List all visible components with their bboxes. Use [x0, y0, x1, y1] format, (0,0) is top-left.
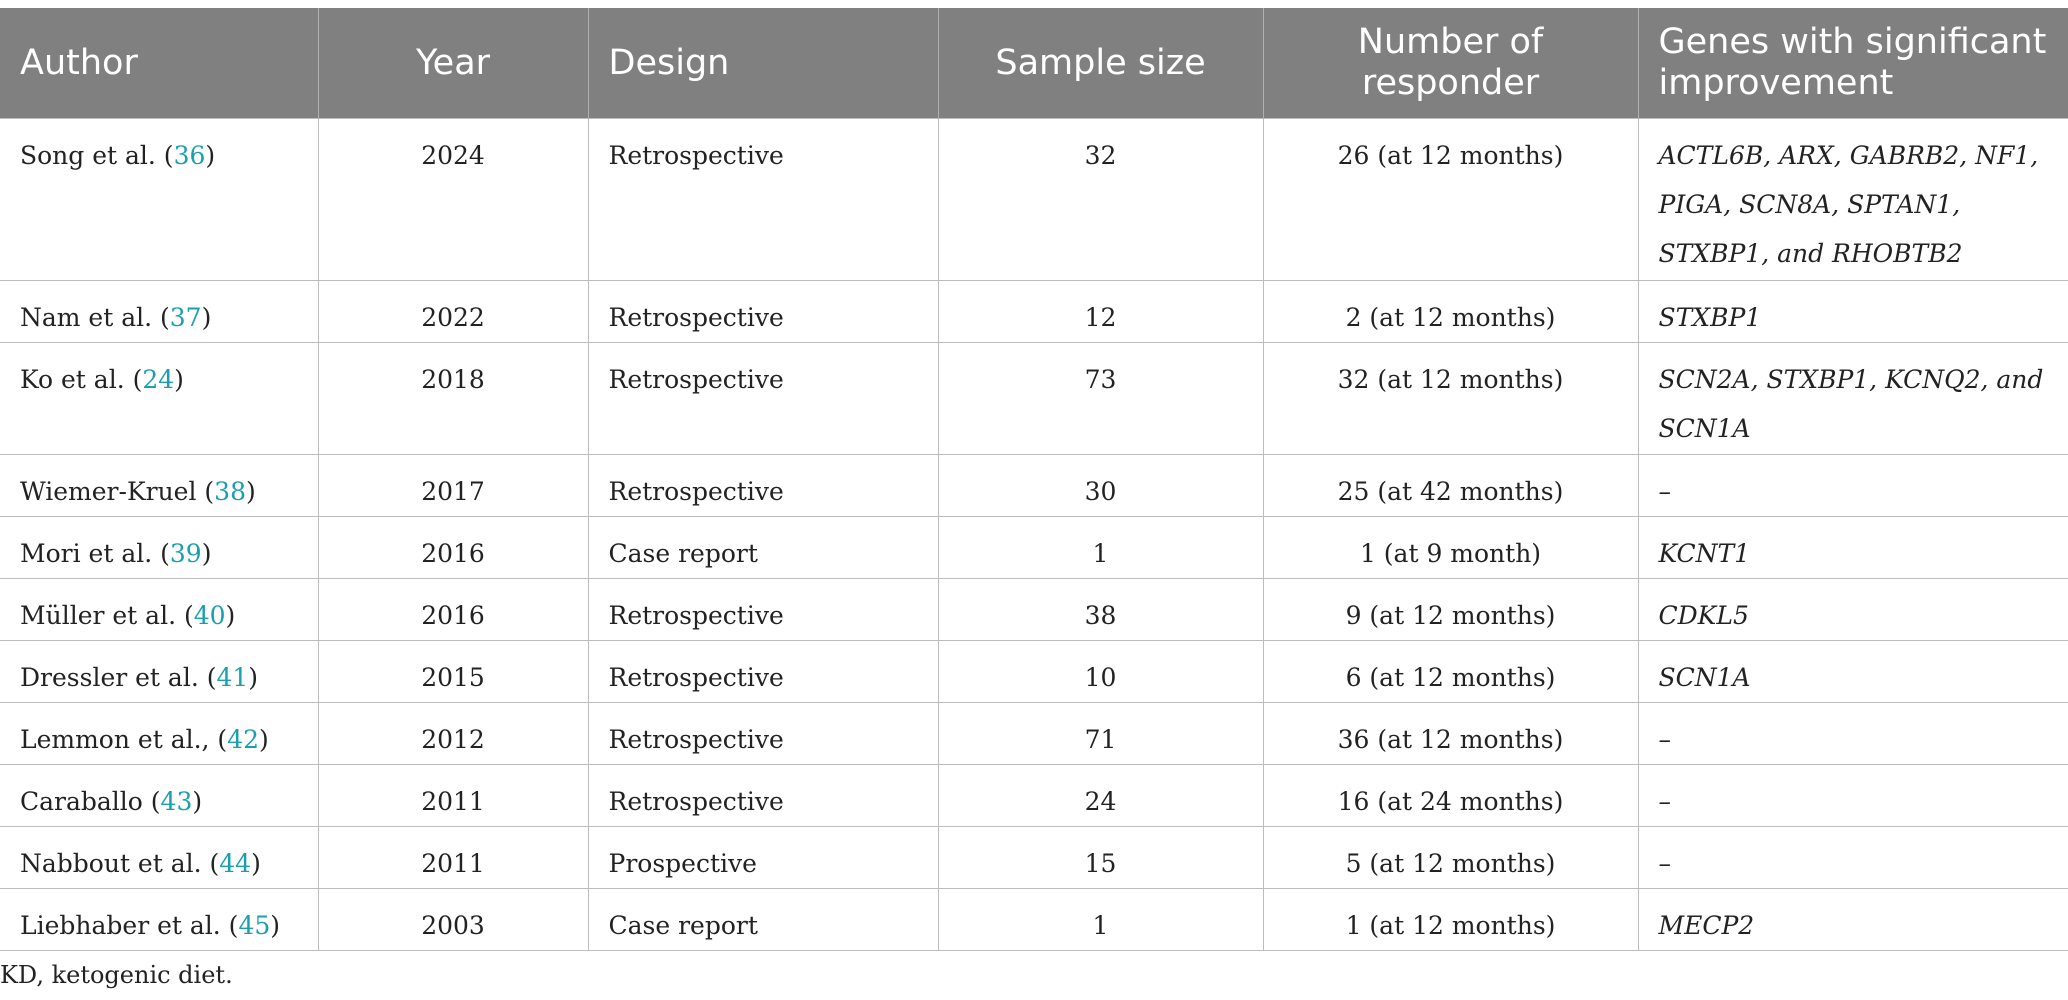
author-text: Lemmon et al., ( — [20, 725, 228, 754]
cell-design: Retrospective — [588, 119, 938, 281]
header-genes: Genes with significant improvement — [1638, 8, 2068, 119]
cell-sample-size: 71 — [938, 703, 1263, 765]
author-close: ) — [205, 141, 216, 170]
cell-year: 2012 — [318, 703, 588, 765]
cell-author — [0, 827, 318, 889]
table-footnote: KD, ketogenic diet. — [0, 961, 233, 989]
author-text: Liebhaber et al. ( — [20, 911, 239, 940]
cell-author — [0, 889, 318, 951]
study-table-container — [0, 8, 2068, 951]
cell-year: 2016 — [318, 517, 588, 579]
cell-year: 2024 — [318, 119, 588, 281]
cell-sample-size: 12 — [938, 281, 1263, 343]
cell-sample-size: 32 — [938, 119, 1263, 281]
cell-genes: – — [1638, 765, 2068, 827]
cell-author — [0, 579, 318, 641]
cell-sample-size: 10 — [938, 641, 1263, 703]
reference-link[interactable]: 39 — [169, 539, 202, 568]
cell-responders: 1 (at 9 month) — [1263, 517, 1638, 579]
cell-genes: CDKL5 — [1638, 579, 2068, 641]
reference-link[interactable]: 45 — [238, 911, 271, 940]
cell-design: Retrospective — [588, 641, 938, 703]
header-author: Author — [0, 8, 318, 119]
cell-genes: – — [1638, 827, 2068, 889]
author-close: ) — [201, 539, 212, 568]
cell-design: Retrospective — [588, 343, 938, 455]
cell-author — [0, 455, 318, 517]
author-close: ) — [192, 787, 203, 816]
author-text: Nam et al. ( — [20, 303, 170, 332]
cell-responders: 9 (at 12 months) — [1263, 579, 1638, 641]
cell-design: Prospective — [588, 827, 938, 889]
reference-link[interactable]: 42 — [227, 725, 260, 754]
cell-design: Retrospective — [588, 765, 938, 827]
table-header-row — [0, 8, 2068, 119]
author-text: Müller et al. ( — [20, 601, 194, 630]
cell-year: 2011 — [318, 765, 588, 827]
author-close: ) — [174, 365, 184, 394]
cell-responders: 36 (at 12 months) — [1263, 703, 1638, 765]
cell-sample-size: 1 — [938, 889, 1263, 951]
reference-link[interactable]: 44 — [219, 849, 252, 878]
cell-design: Case report — [588, 889, 938, 951]
cell-responders: 32 (at 12 months) — [1263, 343, 1638, 455]
table-row — [0, 343, 2068, 455]
cell-year: 2017 — [318, 455, 588, 517]
cell-responders: 25 (at 42 months) — [1263, 455, 1638, 517]
cell-design: Retrospective — [588, 703, 938, 765]
table-row — [0, 119, 2068, 281]
table-row — [0, 889, 2068, 951]
author-text: Song et al. ( — [20, 141, 174, 170]
author-close: ) — [248, 663, 259, 692]
cell-genes: MECP2 — [1638, 889, 2068, 951]
author-text: Mori et al. ( — [20, 539, 170, 568]
reference-link[interactable]: 43 — [160, 787, 193, 816]
cell-author — [0, 343, 318, 455]
author-close: ) — [270, 911, 281, 940]
cell-sample-size: 24 — [938, 765, 1263, 827]
cell-design: Case report — [588, 517, 938, 579]
cell-genes: – — [1638, 455, 2068, 517]
author-text: Nabbout et al. ( — [20, 849, 220, 878]
table-body — [0, 119, 2068, 951]
study-table — [0, 8, 2068, 951]
cell-genes: KCNT1 — [1638, 517, 2068, 579]
cell-author — [0, 517, 318, 579]
cell-author — [0, 641, 318, 703]
cell-sample-size: 73 — [938, 343, 1263, 455]
cell-responders: 16 (at 24 months) — [1263, 765, 1638, 827]
table-row — [0, 517, 2068, 579]
author-close: ) — [251, 849, 261, 878]
table-row — [0, 827, 2068, 889]
table-row — [0, 765, 2068, 827]
cell-year: 2015 — [318, 641, 588, 703]
cell-year: 2018 — [318, 343, 588, 455]
author-text: Wiemer-Kruel ( — [20, 477, 215, 506]
cell-design: Retrospective — [588, 579, 938, 641]
cell-genes: – — [1638, 703, 2068, 765]
cell-responders: 5 (at 12 months) — [1263, 827, 1638, 889]
cell-author — [0, 703, 318, 765]
cell-sample-size: 38 — [938, 579, 1263, 641]
table-row — [0, 455, 2068, 517]
reference-link[interactable]: 38 — [214, 477, 246, 506]
cell-sample-size: 30 — [938, 455, 1263, 517]
cell-genes: SCN2A, STXBP1, KCNQ2, and SCN1A — [1638, 343, 2068, 455]
cell-genes: STXBP1 — [1638, 281, 2068, 343]
reference-link[interactable]: 24 — [142, 365, 175, 394]
cell-responders: 26 (at 12 months) — [1263, 119, 1638, 281]
cell-author — [0, 765, 318, 827]
table-row — [0, 641, 2068, 703]
cell-sample-size: 1 — [938, 517, 1263, 579]
author-text: Dressler et al. ( — [20, 663, 217, 692]
reference-link[interactable]: 41 — [216, 663, 249, 692]
author-text: Ko et al. ( — [20, 365, 143, 394]
author-text: Caraballo ( — [20, 787, 161, 816]
cell-genes: ACTL6B, ARX, GABRB2, NF1, PIGA, SCN8A, SPTAN1, STXBP1, and RHOBTB2 — [1638, 119, 2068, 281]
cell-design: Retrospective — [588, 281, 938, 343]
cell-responders: 6 (at 12 months) — [1263, 641, 1638, 703]
cell-year: 2022 — [318, 281, 588, 343]
reference-link[interactable]: 36 — [173, 141, 206, 170]
cell-design: Retrospective — [588, 455, 938, 517]
cell-responders: 2 (at 12 months) — [1263, 281, 1638, 343]
author-close: ) — [225, 601, 236, 630]
header-responders: Number of responder — [1263, 8, 1638, 119]
cell-year: 2003 — [318, 889, 588, 951]
table-row — [0, 281, 2068, 343]
header-sample-size: Sample size — [938, 8, 1263, 119]
author-close: ) — [245, 477, 256, 506]
cell-responders: 1 (at 12 months) — [1263, 889, 1638, 951]
table-row — [0, 703, 2068, 765]
table-row — [0, 579, 2068, 641]
cell-author — [0, 281, 318, 343]
cell-year: 2011 — [318, 827, 588, 889]
cell-genes: SCN1A — [1638, 641, 2068, 703]
author-close: ) — [259, 725, 269, 754]
cell-sample-size: 15 — [938, 827, 1263, 889]
header-year: Year — [318, 8, 588, 119]
author-close: ) — [201, 303, 212, 332]
header-design: Design — [588, 8, 938, 119]
reference-link[interactable]: 40 — [193, 601, 226, 630]
cell-author — [0, 119, 318, 281]
reference-link[interactable]: 37 — [169, 303, 202, 332]
cell-year: 2016 — [318, 579, 588, 641]
